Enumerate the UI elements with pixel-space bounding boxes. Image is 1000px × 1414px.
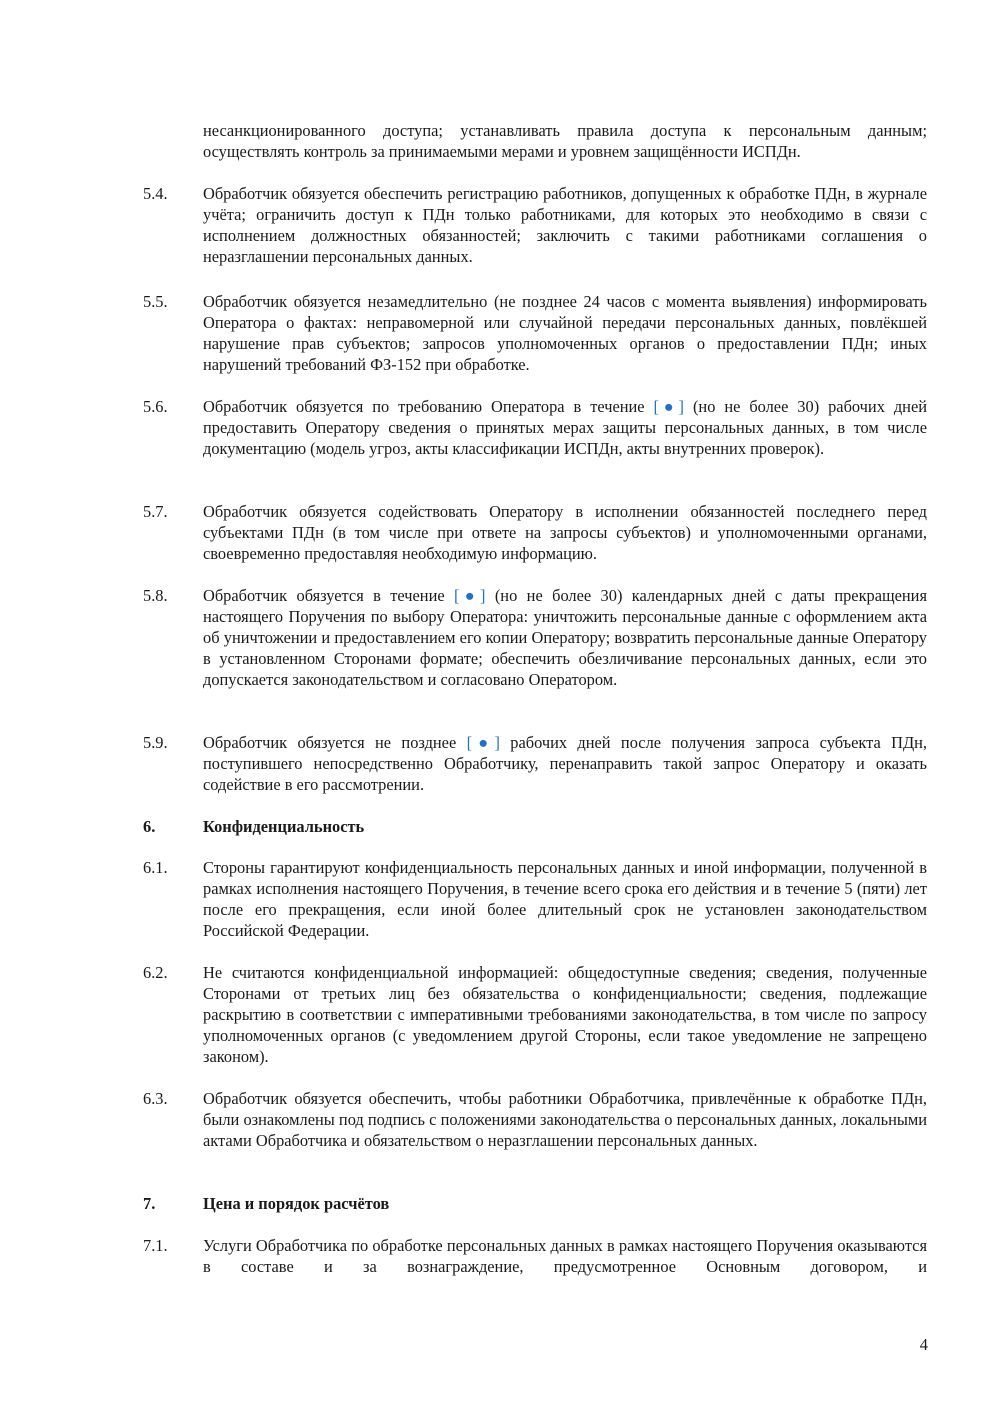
section-number: 6. — [143, 817, 156, 836]
page-number: 4 — [919, 1335, 928, 1354]
clause-text: Обработчик обязуется обеспечить регистрацию работников, допущенных к обработке ПДн, в журнале учёта; ограничить доступ к ПДн только работниками, для которых это необходимо в связи с исполнением должностных обязанностей; заключить с такими работниками соглашения о неразглашении персональных данных. — [203, 184, 927, 266]
clause-text — [203, 732, 927, 795]
placeholder-mark: [●] — [454, 586, 486, 605]
clause-number: 6.3. — [143, 1089, 168, 1108]
clause-number: 5.6. — [143, 397, 168, 416]
placeholder-mark: [●] — [653, 397, 685, 416]
clause-number: 5.8. — [143, 586, 168, 605]
clause-text-start: Обработчик обязуется по требованию Оператора в течение — [203, 397, 654, 416]
placeholder-mark: [●] — [466, 733, 500, 752]
clause-text-end: (но не более 30) календарных дней с даты прекращения настоящего Поручения по выбору Оператора: уничтожить персональные данные с оформлением акта об уничтожении и предоставлением его копии Оператору; возвратить персональные данные Оператору в установленном Сторонами формате; обеспечить обезличивание персональных данных, если это допускается законодательством и согласовано Оператором. — [203, 586, 927, 689]
clause-number: 5.5. — [143, 292, 168, 311]
clause-number: 5.4. — [143, 184, 168, 203]
clause-number: 6.2. — [143, 963, 168, 982]
section-title: Конфиденциальность — [203, 817, 365, 836]
clause-number: 5.9. — [143, 733, 168, 752]
clause-number: 5.7. — [143, 502, 168, 521]
clause-text: Обработчик обязуется содействовать Оператору в исполнении обязанностей последнего перед субъектами ПДн (в том числе при ответе на запросы субъектов) и уполномоченными органами, своевременно предоставляя необходимую информацию. — [203, 502, 927, 563]
clause-text: Не считаются конфиденциальной информацией: общедоступные сведения; сведения, полученные Сторонами от третьих лиц без обязательства о конфиденциальности; сведения, подлежащие раскрытию в соответствии с императивными требованиями законодательства, в том числе по запросу уполномоченных органов (с уведомлением другой Стороны, если такое уведомление не запрещено законом). — [203, 963, 927, 1066]
clause-text — [203, 585, 927, 690]
clause-text-start: Обработчик обязуется в течение — [203, 586, 455, 605]
continued-paragraph: несанкционированного доступа; устанавливать правила доступа к персональным данным; осуществлять контроль за принимаемыми мерами и уровнем защищённости ИСПДн. — [203, 121, 927, 161]
clause-number: 7.1. — [143, 1236, 168, 1255]
clause-text-start: Обработчик обязуется не позднее — [203, 733, 467, 752]
clause-text-end: рабочих дней после получения запроса субъекта ПДн, поступившего непосредственно Обработчику, перенаправить такой запрос Оператору и оказать содействие в его рассмотрении. — [203, 733, 927, 794]
clause-text: Обработчик обязуется обеспечить, чтобы работники Обработчика, привлечённые к обработке ПДн, были ознакомлены под подпись с положениями законодательства о персональных данных, локальными актами Обработчика и обязательством о неразглашении персональных данных. — [203, 1089, 927, 1150]
clause-text: Стороны гарантируют конфиденциальность персональных данных и иной информации, полученной в рамках исполнения настоящего Поручения, в течение всего срока его действия и в течение 5 (пяти) лет после его прекращения, если иной более длительный срок не установлен законодательством Российской Федерации. — [203, 858, 927, 940]
clause-text-end: (но не более 30) рабочих дней предоставить Оператору сведения о принятых мерах защиты персональных данных, в том числе документацию (модель угроз, акты классификации ИСПДн, акты внутренних проверок). — [203, 397, 927, 458]
clause-text: Услуги Обработчика по обработке персональных данных в рамках настоящего Поручения оказываются в составе и за вознаграждение, предусмотренное Основным договором, и — [203, 1236, 927, 1276]
section-number: 7. — [143, 1194, 156, 1213]
clause-text: Обработчик обязуется незамедлительно (не позднее 24 часов с момента выявления) информировать Оператора о фактах: неправомерной или случайной передачи персональных данных, повлёкшей нарушение прав субъектов; запросов уполномоченных органов о предоставлении ПДн; иных нарушений требований ФЗ-152 при обработке. — [203, 292, 927, 374]
clause-number: 6.1. — [143, 858, 168, 877]
clause-text — [203, 396, 927, 459]
section-title: Цена и порядок расчётов — [203, 1194, 390, 1213]
